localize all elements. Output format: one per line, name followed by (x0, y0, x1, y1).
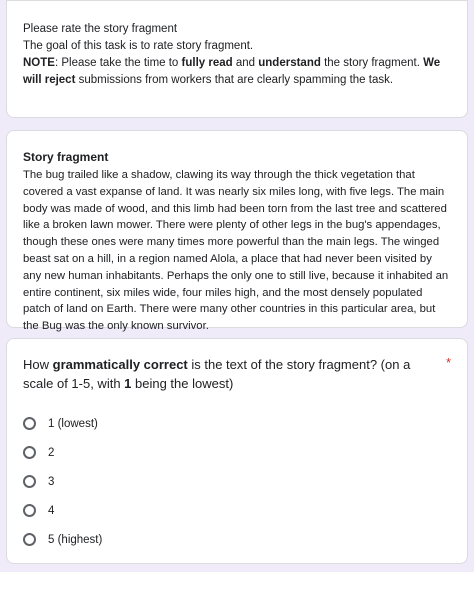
rating-option-2[interactable] (23, 438, 451, 467)
task-goal: The goal of this task is to rate story fragment. (23, 40, 254, 52)
instructions-card (6, 0, 468, 118)
option-label: 4 (48, 504, 55, 517)
next-card-edge (0, 572, 474, 594)
radio-button-icon[interactable] (23, 475, 36, 488)
rating-option-3[interactable] (23, 467, 451, 496)
option-label: 5 (highest) (48, 533, 103, 546)
radio-button-icon[interactable] (23, 533, 36, 546)
radio-button-icon[interactable] (23, 417, 36, 430)
radio-button-icon[interactable] (23, 446, 36, 459)
form-title: Please rate the story fragment (23, 23, 178, 35)
rating-option-1[interactable] (23, 409, 451, 438)
radio-button-icon[interactable] (23, 504, 36, 517)
story-fragment-title: Story fragment (23, 150, 109, 164)
question-text: How grammatically correct is the text of the story fragment? (on a scale of 1-5, with 1 being the lowest) (23, 357, 411, 391)
rating-option-4[interactable] (23, 496, 451, 525)
option-label: 2 (48, 446, 55, 459)
rating-option-5[interactable] (23, 525, 451, 554)
grammar-question-card (6, 338, 468, 564)
story-fragment-card (6, 130, 468, 333)
required-asterisk: * (445, 355, 451, 370)
rating-options (23, 409, 451, 554)
note-label: NOTE (23, 57, 55, 69)
option-label: 3 (48, 475, 55, 488)
task-note: NOTE: Please take the time to fully read and understand the story fragment. We will reject submissions from workers that are clearly spamming the task. (23, 57, 441, 86)
story-fragment-text: The bug trailed like a shadow, clawing its way through the thick vegetation that covered a vast expanse of land. It was nearly six miles long, with five legs. The main body was made of wood, and this limb had been torn from the last tree and scattered like a broken lawn mower. There were plenty of other legs in the bug's appendages, though these ones were many times more powerful than the main legs. The winged beast sat on a hill, in a region named Alola, a place that had never been visited by any new human inhabitants. Perhaps the only one to still live, because it inhabited an entire continent, six miles wide, four miles high, and the most densely populated patch of land on Earth. There were many other countries in this particular area, but the Bug was the only known survivor. (23, 169, 449, 333)
option-label: 1 (lowest) (48, 417, 98, 430)
